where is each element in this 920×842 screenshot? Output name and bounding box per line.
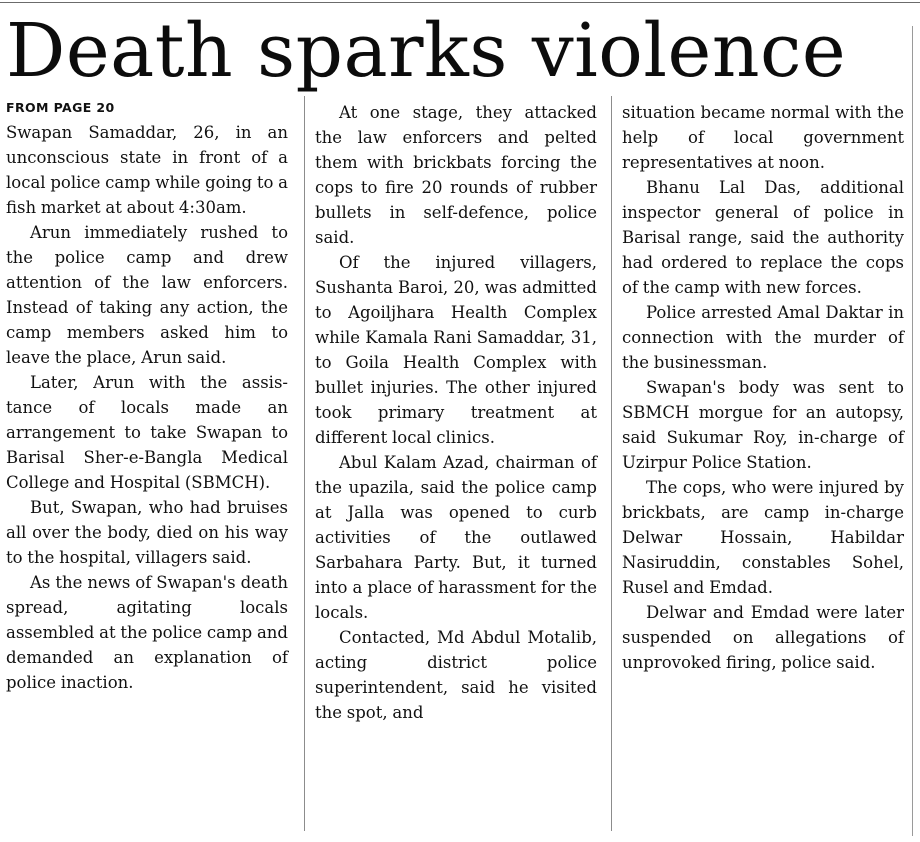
paragraph: Later, Arun with the assistance of locals made an arrangement to take Swapan to Barisal Sher-e-Bangla Medical College and Hospital (SBMCH). [6,373,288,492]
paragraph: Of the injured villagers, Sushanta Baroi, 20, was admitted to Agoiljhara Health Complex while Kamala Rani Samaddar, 31, to Goila Health Complex with bullet injuries. The other injured took primary treatment at different local clinics. [315,253,597,447]
paragraph: Abul Kalam Azad, chairman of the upazila, said the police camp at Jalla was opened to curb activities of the outlawed Sarbahara Party. But, it turned into a place of harassment for the locals. [315,453,597,622]
paragraph: At one stage, they attacked the law enforcers and pelted them with brickbats forcing the cops to fire 20 rounds of rubber bullets in self-defence, police said. [315,103,597,247]
paragraph: Contacted, Md Abdul Motalib, acting district police superintendent, said he visited the spot, and [315,628,597,722]
paragraph: The cops, who were injured by brickbats, are camp in-charge Delwar Hossain, Habildar Nasiruddin, constables Sohel, Rusel and Emdad. [622,478,904,597]
column-3 [622,100,904,675]
top-rule [0,2,920,3]
headline: Death sparks violence [6,8,847,94]
paragraph: But, Swapan, who had bruises all over the body, died on his way to the hospital, villagers said. [6,498,288,567]
column-1 [6,100,288,695]
paragraph: Bhanu Lal Das, additional inspector general of police in Barisal range, said the authority had ordered to replace the cops of the camp with new forces. [622,178,904,297]
paragraph: Police arrested Amal Daktar in connection with the murder of the businessman. [622,303,904,372]
paragraph: situation became normal with the help of local government representatives at noon. [622,103,904,172]
paragraph: Arun immediately rushed to the police camp and drew attention of the law enforcers. Instead of taking any action, the camp members asked him to leave the place, Arun said. [6,223,288,367]
right-edge-rule [912,26,913,836]
paragraph: Swapan Samaddar, 26, in an unconscious state in front of a local police camp while going to a fish market at about 4:30am. [6,123,288,217]
jump-kicker: FROM PAGE 20 [6,100,115,115]
paragraph: Delwar and Emdad were later suspended on allegations of unprovoked firing, police said. [622,603,904,672]
paragraph: As the news of Swapan's death spread, agitating locals assembled at the police camp and demanded an explanation of police inaction. [6,573,288,692]
paragraph: Swapan's body was sent to SBMCH morgue for an autopsy, said Sukumar Roy, in-charge of Uzirpur Police Station. [622,378,904,472]
column-divider-1 [304,96,305,831]
column-divider-2 [611,96,612,831]
column-2 [315,100,597,725]
